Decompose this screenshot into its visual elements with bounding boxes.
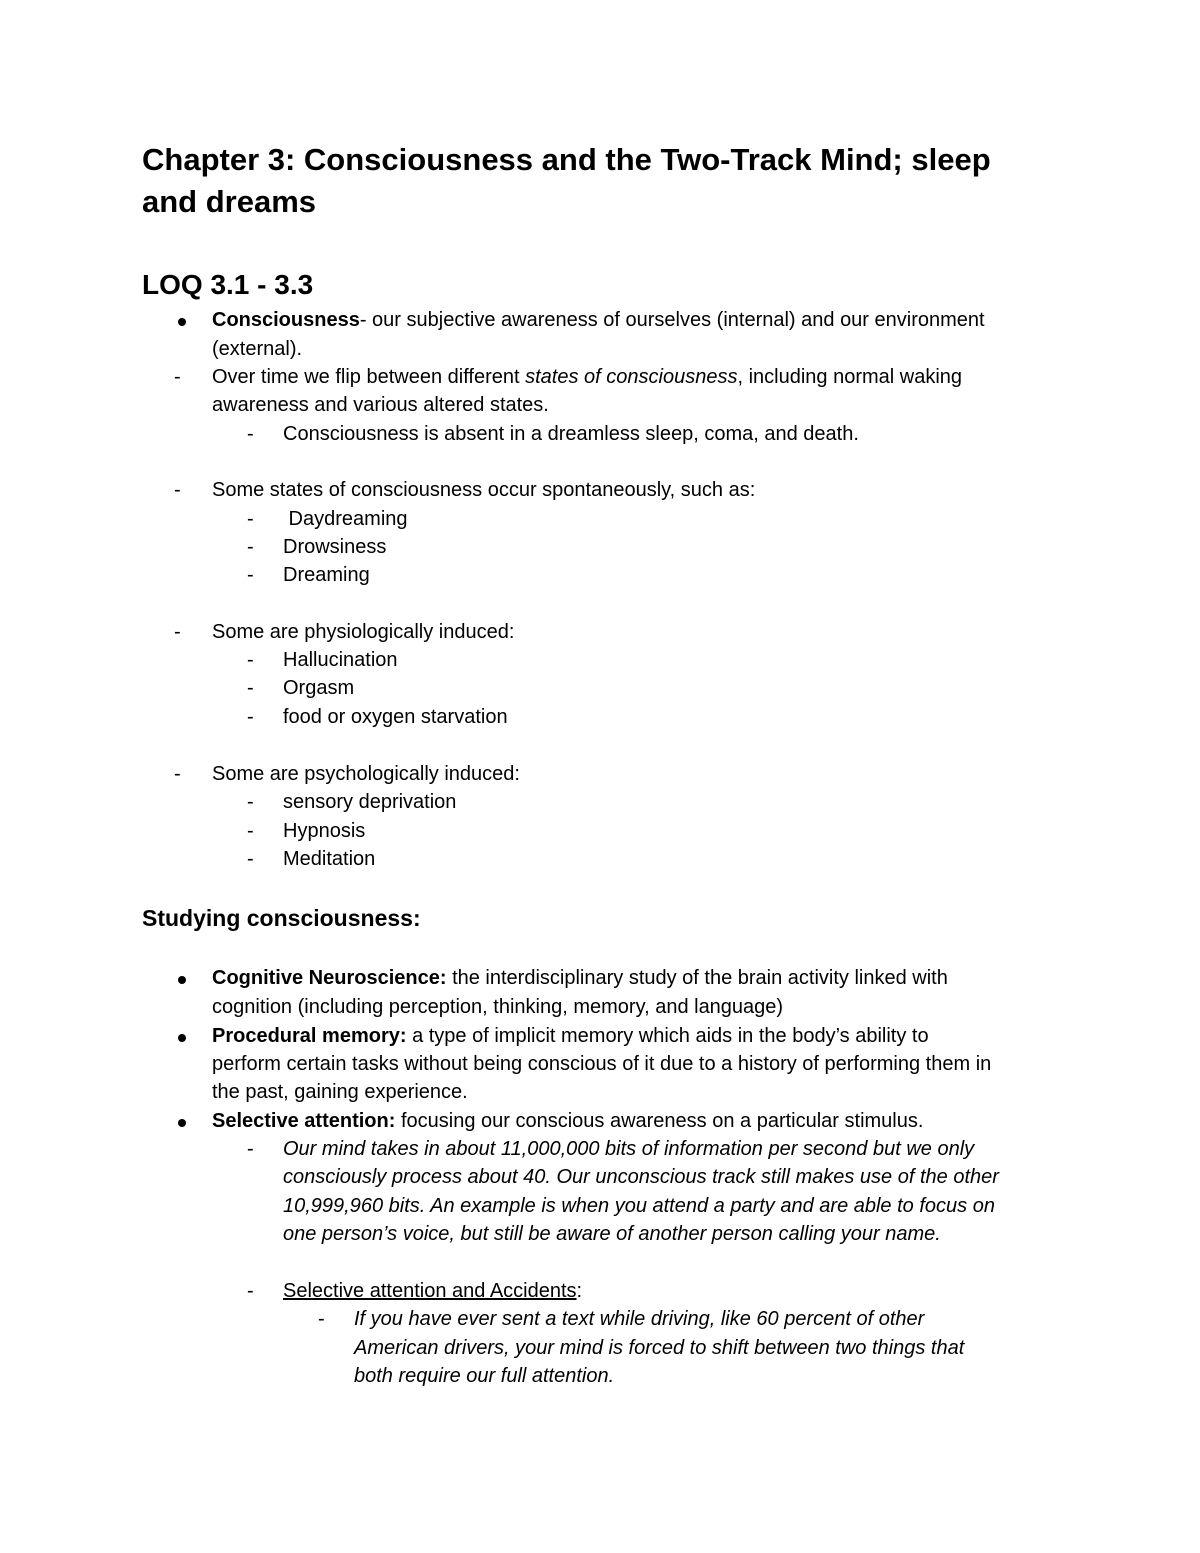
section-heading-studying: Studying consciousness:	[142, 905, 421, 931]
bullet-icon	[178, 976, 186, 984]
list-item: Daydreaming	[283, 508, 408, 530]
list-item	[212, 306, 985, 335]
dash-marker: -	[247, 677, 254, 699]
definition-text: the interdisciplinary study of the brain activity linked with	[446, 967, 948, 989]
note-line: 10,999,960 bits. An example is when you attend a party and are able to focus on	[283, 1195, 995, 1217]
list-item-continuation: awareness and various altered states.	[212, 394, 549, 416]
list-item-continuation: the past, gaining experience.	[212, 1081, 468, 1103]
list-item	[283, 1277, 582, 1306]
term-cognitive-neuroscience: Cognitive Neuroscience:	[212, 967, 447, 989]
list-item: Meditation	[283, 848, 376, 870]
emphasis-text: states of consciousness	[525, 366, 738, 388]
dash-marker: -	[247, 1280, 254, 1302]
list-item-continuation: perform certain tasks without being conscious of it due to a history of performing them in	[212, 1053, 992, 1075]
bullet-icon	[178, 1119, 186, 1127]
note-line: consciously process about 40. Our unconscious track still makes use of the other	[283, 1166, 999, 1188]
note-line: both require our full attention.	[354, 1365, 615, 1387]
list-item: Some are physiologically induced:	[212, 621, 515, 643]
dash-marker: -	[318, 1308, 325, 1330]
dash-marker: -	[247, 706, 254, 728]
dash-marker: -	[247, 1138, 254, 1160]
note-line: Our mind takes in about 11,000,000 bits of information per second but we only	[283, 1138, 975, 1160]
term-consciousness: Consciousness	[212, 309, 360, 331]
list-item: Hypnosis	[283, 820, 366, 842]
dash-marker: -	[247, 820, 254, 842]
subheading-accidents: Selective attention and Accidents	[283, 1280, 577, 1302]
list-item: Some states of consciousness occur spontaneously, such as:	[212, 479, 756, 501]
dash-marker: -	[174, 763, 181, 785]
page-title: Chapter 3: Consciousness and the Two-Track Mind; sleep and dreams	[142, 142, 991, 219]
text-span: Over time we flip between different	[212, 366, 526, 388]
list-item-continuation: cognition (including perception, thinking, memory, and language)	[212, 996, 784, 1018]
dash-marker: -	[174, 621, 181, 643]
bullet-icon	[178, 1034, 186, 1042]
dash-marker: -	[247, 564, 254, 586]
text-span: :	[576, 1280, 583, 1302]
dash-marker: -	[247, 508, 254, 530]
note-line: one person’s voice, but still be aware of another person calling your name.	[283, 1223, 941, 1245]
list-item: food or oxygen starvation	[283, 706, 508, 728]
dash-marker: -	[247, 791, 254, 813]
dash-marker: -	[247, 423, 254, 445]
list-item: Consciousness is absent in a dreamless sleep, coma, and death.	[283, 423, 859, 445]
list-item: Drowsiness	[283, 536, 387, 558]
definition-text: - our subjective awareness of ourselves (internal) and our environment	[359, 309, 985, 331]
note-line: If you have ever sent a text while driving, like 60 percent of other	[354, 1308, 925, 1330]
list-item: sensory deprivation	[283, 791, 457, 813]
definition-text: a type of implicit memory which aids in the body’s ability to	[406, 1025, 929, 1047]
note-line: American drivers, your mind is forced to shift between two things that	[354, 1337, 965, 1359]
list-item: Dreaming	[283, 564, 370, 586]
definition-text: focusing our conscious awareness on a particular stimulus.	[395, 1110, 924, 1132]
dash-marker: -	[247, 649, 254, 671]
text-span: , including normal waking	[737, 366, 963, 388]
list-item	[212, 1107, 923, 1136]
term-selective-attention: Selective attention:	[212, 1110, 396, 1132]
dash-marker: -	[174, 479, 181, 501]
list-item: Hallucination	[283, 649, 398, 671]
list-item: Some are psychologically induced:	[212, 763, 520, 785]
section-heading-loq: LOQ 3.1 - 3.3	[142, 269, 314, 300]
dash-marker: -	[247, 848, 254, 870]
bullet-icon	[178, 318, 186, 326]
list-item	[212, 1022, 929, 1051]
list-item	[212, 964, 948, 993]
dash-marker: -	[247, 536, 254, 558]
term-procedural-memory: Procedural memory:	[212, 1025, 407, 1047]
list-item	[212, 363, 962, 392]
list-item: Orgasm	[283, 677, 355, 699]
dash-marker: -	[174, 366, 181, 388]
list-item-continuation: (external).	[212, 338, 303, 360]
